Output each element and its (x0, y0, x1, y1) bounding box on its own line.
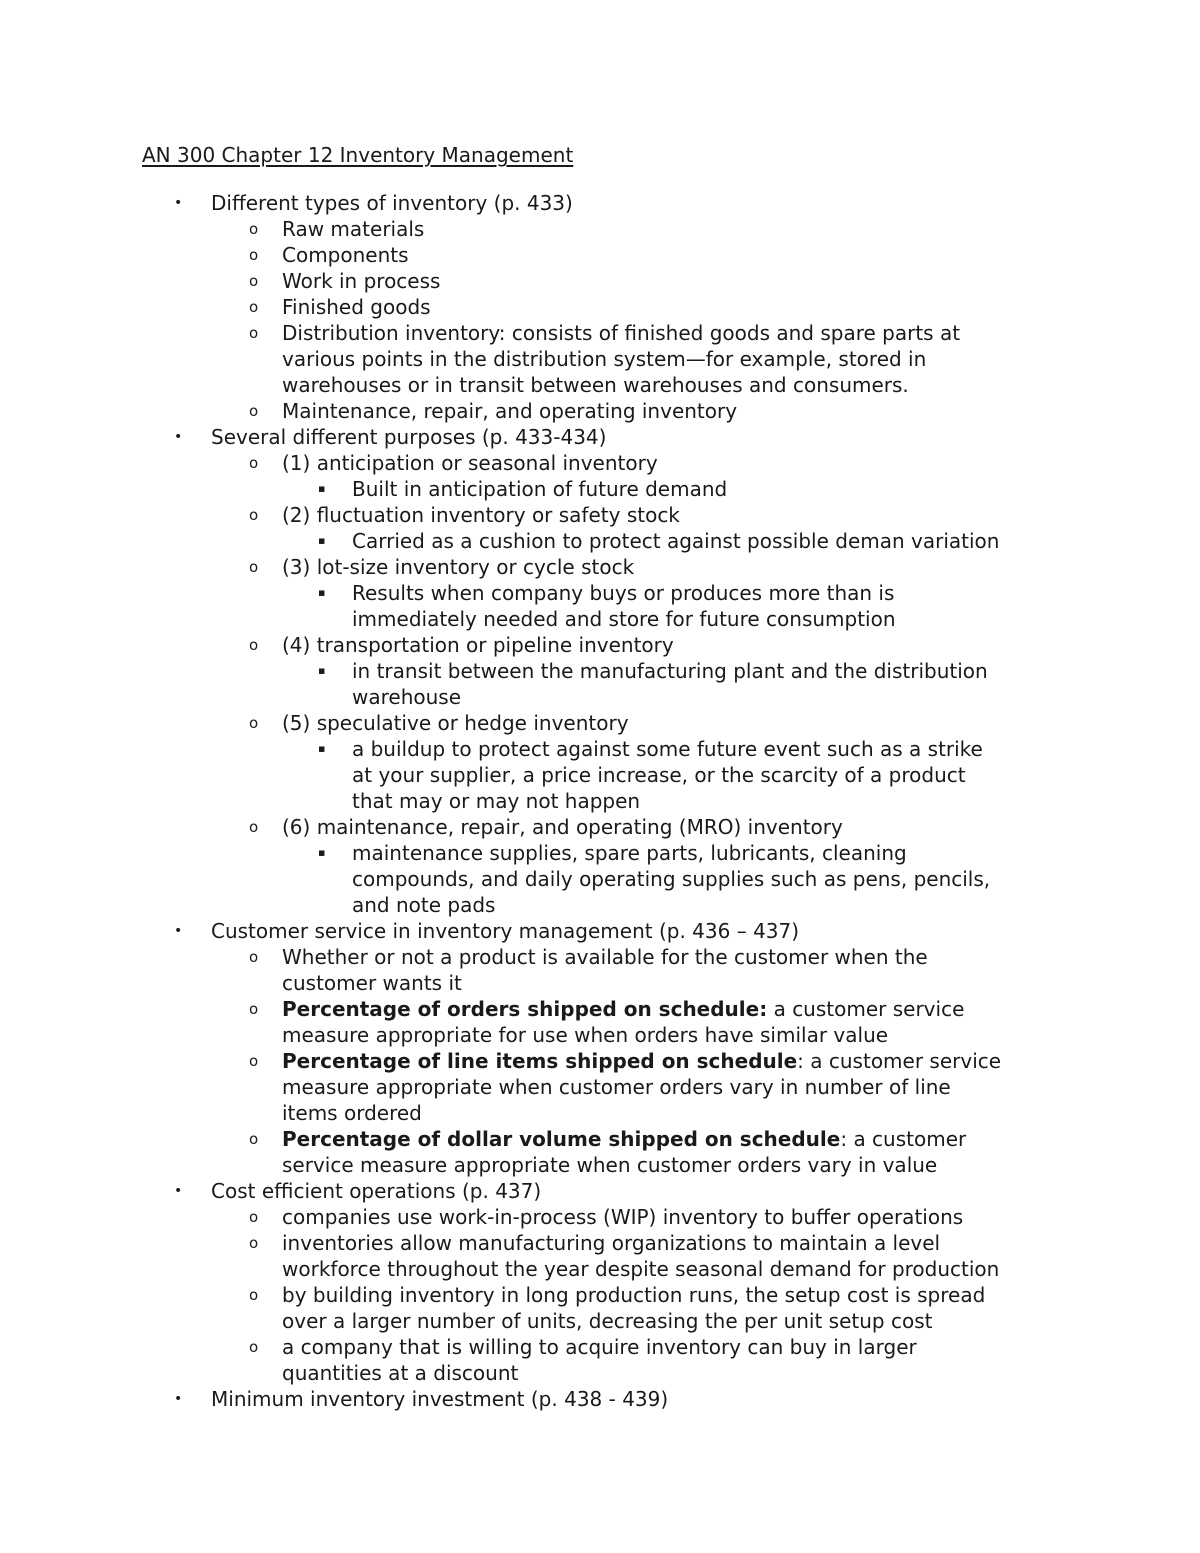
circle-bullet-icon: o (249, 298, 259, 316)
outline-text (211, 918, 799, 944)
line-text: that may or may not happen (352, 789, 641, 813)
line-text: at your supplier, a price increase, or the scarcity of a product (352, 763, 966, 787)
outline-text (282, 1360, 518, 1386)
line-text: compounds, and daily operating supplies such as pens, pencils, (352, 867, 991, 891)
outline-text (282, 372, 909, 398)
outline-text (282, 1256, 999, 1282)
outline-line (0, 424, 1200, 450)
circle-bullet-icon: o (249, 818, 259, 836)
circle-bullet-icon: o (249, 714, 259, 732)
circle-bullet-icon: o (249, 506, 259, 524)
outline-line (0, 710, 1200, 736)
outline-line (0, 268, 1200, 294)
line-text: over a larger number of units, decreasing the per unit setup cost (282, 1309, 933, 1333)
outline-text (352, 866, 990, 892)
outline-line (0, 1386, 1200, 1412)
line-text: Whether or not a product is available for the customer when the (282, 945, 928, 969)
outline-line (0, 814, 1200, 840)
outline-line (0, 892, 1200, 918)
line-text: maintenance supplies, spare parts, lubricants, cleaning (352, 841, 907, 865)
line-text: : a customer (840, 1127, 967, 1151)
outline-line (0, 554, 1200, 580)
outline-text (352, 580, 894, 606)
circle-bullet-icon: o (249, 1208, 259, 1226)
outline-text (282, 294, 431, 320)
bullet-icon: • (174, 429, 183, 445)
outline-text (352, 892, 495, 918)
line-text: and note pads (352, 893, 496, 917)
outline-line (0, 658, 1200, 684)
outline-text (211, 1178, 541, 1204)
outline-text (282, 970, 462, 996)
outline-line (0, 528, 1200, 554)
line-text: warehouse (352, 685, 462, 709)
outline-text (352, 788, 640, 814)
square-bullet-icon: ▪ (318, 742, 326, 755)
outline-line (0, 970, 1200, 996)
outline-text (282, 268, 440, 294)
document-body (0, 190, 1200, 1412)
outline-line (0, 1360, 1200, 1386)
outline-text (352, 762, 966, 788)
outline-text (282, 1334, 917, 1360)
square-bullet-icon: ▪ (318, 664, 326, 677)
line-text: measure appropriate for use when orders have similar value (282, 1023, 889, 1047)
line-text: quantities at a discount (282, 1361, 519, 1385)
circle-bullet-icon: o (249, 1052, 259, 1070)
outline-text (282, 450, 658, 476)
outline-text (282, 398, 737, 424)
outline-text (282, 1022, 888, 1048)
line-text: Maintenance, repair, and operating inventory (282, 399, 738, 423)
circle-bullet-icon: o (249, 636, 259, 654)
outline-line (0, 1152, 1200, 1178)
bold-term: Percentage of orders shipped on schedule: (282, 997, 768, 1021)
outline-line (0, 398, 1200, 424)
line-text: Built in anticipation of future demand (352, 477, 728, 501)
circle-bullet-icon: o (249, 1338, 259, 1356)
line-text: (2) fluctuation inventory or safety stock (282, 503, 680, 527)
circle-bullet-icon: o (249, 272, 259, 290)
line-text: Distribution inventory: consists of finished goods and spare parts at (282, 321, 961, 345)
line-text: Cost efficient operations (p. 437) (211, 1179, 542, 1203)
outline-text (282, 710, 629, 736)
outline-line (0, 1074, 1200, 1100)
outline-line (0, 216, 1200, 242)
outline-line (0, 346, 1200, 372)
line-text: : a customer service (797, 1049, 1002, 1073)
outline-text (282, 1048, 1001, 1074)
outline-line (0, 502, 1200, 528)
circle-bullet-icon: o (249, 220, 259, 238)
square-bullet-icon: ▪ (318, 482, 326, 495)
bullet-icon: • (174, 923, 183, 939)
outline-text (282, 1230, 940, 1256)
line-text: Work in process (282, 269, 441, 293)
outline-line (0, 1100, 1200, 1126)
outline-line (0, 996, 1200, 1022)
bullet-icon: • (174, 1183, 183, 1199)
circle-bullet-icon: o (249, 324, 259, 342)
line-text: a customer service (767, 997, 965, 1021)
line-text: immediately needed and store for future consumption (352, 607, 896, 631)
square-bullet-icon: ▪ (318, 846, 326, 859)
outline-line (0, 840, 1200, 866)
line-text: Components (282, 243, 409, 267)
document-title: AN 300 Chapter 12 Inventory Management (142, 143, 574, 167)
outline-text (352, 528, 999, 554)
outline-text (282, 346, 926, 372)
line-text: (6) maintenance, repair, and operating (MRO) inventory (282, 815, 843, 839)
line-text: a buildup to protect against some future event such as a strike (352, 737, 983, 761)
outline-text (282, 996, 964, 1022)
outline-text (282, 1126, 966, 1152)
outline-line (0, 1022, 1200, 1048)
outline-line (0, 788, 1200, 814)
circle-bullet-icon: o (249, 1286, 259, 1304)
outline-text (211, 1386, 668, 1412)
line-text: by building inventory in long production runs, the setup cost is spread (282, 1283, 986, 1307)
circle-bullet-icon: o (249, 1130, 259, 1148)
outline-text (282, 320, 960, 346)
outline-text (282, 1074, 951, 1100)
outline-line (0, 372, 1200, 398)
bullet-icon: • (174, 1391, 183, 1407)
outline-text (352, 658, 988, 684)
outline-text (282, 242, 409, 268)
outline-text (282, 216, 424, 242)
outline-line (0, 918, 1200, 944)
line-text: Minimum inventory investment (p. 438 - 439) (211, 1387, 669, 1411)
outline-line (0, 476, 1200, 502)
outline-line (0, 1334, 1200, 1360)
outline-line (0, 580, 1200, 606)
outline-text (352, 736, 983, 762)
line-text: various points in the distribution system—for example, stored in (282, 347, 927, 371)
line-text: service measure appropriate when customer orders vary in value (282, 1153, 938, 1177)
circle-bullet-icon: o (249, 402, 259, 420)
outline-line (0, 450, 1200, 476)
line-text: Results when company buys or produces more than is (352, 581, 895, 605)
circle-bullet-icon: o (249, 558, 259, 576)
outline-text (282, 1100, 422, 1126)
outline-text (282, 632, 674, 658)
outline-line (0, 762, 1200, 788)
outline-text (282, 1308, 932, 1334)
outline-text (282, 1204, 963, 1230)
outline-line (0, 1204, 1200, 1230)
line-text: workforce throughout the year despite seasonal demand for production (282, 1257, 1000, 1281)
line-text: Different types of inventory (p. 433) (211, 191, 573, 215)
outline-text (352, 606, 896, 632)
outline-text (282, 1152, 937, 1178)
outline-line (0, 944, 1200, 970)
outline-text (352, 476, 727, 502)
line-text: companies use work-in-process (WIP) inventory to buffer operations (282, 1205, 964, 1229)
line-text: Several different purposes (p. 433-434) (211, 425, 607, 449)
circle-bullet-icon: o (249, 948, 259, 966)
outline-line (0, 1308, 1200, 1334)
outline-line (0, 1282, 1200, 1308)
bold-term: Percentage of line items shipped on schedule (282, 1049, 798, 1073)
bullet-icon: • (174, 195, 183, 211)
outline-line (0, 1048, 1200, 1074)
square-bullet-icon: ▪ (318, 534, 326, 547)
bold-term: Percentage of dollar volume shipped on schedule (282, 1127, 841, 1151)
outline-line (0, 320, 1200, 346)
square-bullet-icon: ▪ (318, 586, 326, 599)
circle-bullet-icon: o (249, 246, 259, 264)
line-text: warehouses or in transit between warehouses and consumers. (282, 373, 909, 397)
outline-line (0, 1178, 1200, 1204)
outline-line (0, 1126, 1200, 1152)
circle-bullet-icon: o (249, 1000, 259, 1018)
line-text: in transit between the manufacturing plant and the distribution (352, 659, 988, 683)
outline-line (0, 866, 1200, 892)
outline-line (0, 242, 1200, 268)
outline-text (282, 1282, 985, 1308)
line-text: Carried as a cushion to protect against possible deman variation (352, 529, 1000, 553)
circle-bullet-icon: o (249, 454, 259, 472)
outline-text (352, 840, 907, 866)
line-text: measure appropriate when customer orders vary in number of line (282, 1075, 951, 1099)
outline-text (211, 190, 573, 216)
outline-line (0, 736, 1200, 762)
line-text: (3) lot-size inventory or cycle stock (282, 555, 635, 579)
line-text: a company that is willing to acquire inventory can buy in larger (282, 1335, 917, 1359)
outline-line (0, 684, 1200, 710)
line-text: customer wants it (282, 971, 462, 995)
outline-text (282, 814, 843, 840)
outline-line (0, 294, 1200, 320)
outline-line (0, 632, 1200, 658)
line-text: items ordered (282, 1101, 422, 1125)
outline-text (282, 554, 634, 580)
outline-line (0, 190, 1200, 216)
outline-text (211, 424, 606, 450)
line-text: Raw materials (282, 217, 425, 241)
outline-text (282, 502, 680, 528)
line-text: (4) transportation or pipeline inventory (282, 633, 674, 657)
outline-line (0, 606, 1200, 632)
line-text: (5) speculative or hedge inventory (282, 711, 629, 735)
line-text: inventories allow manufacturing organizations to maintain a level (282, 1231, 941, 1255)
outline-line (0, 1256, 1200, 1282)
outline-line (0, 1230, 1200, 1256)
line-text: Customer service in inventory management (p. 436 – 437) (211, 919, 800, 943)
line-text: Finished goods (282, 295, 431, 319)
outline-text (282, 944, 928, 970)
line-text: (1) anticipation or seasonal inventory (282, 451, 658, 475)
outline-text (352, 684, 461, 710)
circle-bullet-icon: o (249, 1234, 259, 1252)
